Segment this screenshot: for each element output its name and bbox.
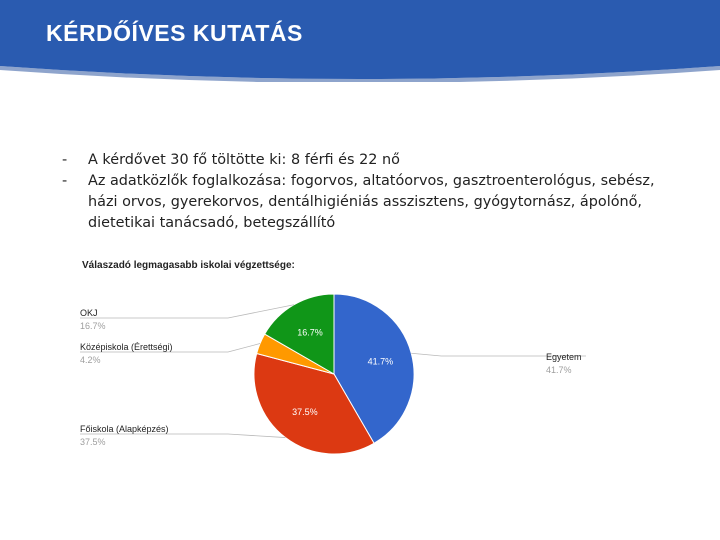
header-banner xyxy=(0,0,720,82)
bullet-list xyxy=(62,150,682,234)
slide-title: KÉRDŐÍVES KUTATÁS xyxy=(46,20,303,46)
pie-chart-svg xyxy=(78,256,618,476)
legend-label: OKJ xyxy=(80,308,98,318)
chart-title: Válaszadó legmagasabb iskolai végzettsége: xyxy=(82,260,295,271)
legend-value: 37.5% xyxy=(80,437,106,447)
legend-value: 41.7% xyxy=(546,365,572,375)
bullet-text: Az adatközlők foglalkozása: fogorvos, altatóorvos, gasztroenterológus, sebész, házi orvos, gyerekorvos, dentálhigiéniás asszisztens, gyógytornász, ápolónő, dietetikai tanácsadó, betegszállító xyxy=(88,173,655,231)
bullet-marker: - xyxy=(62,152,68,168)
legend-label: Középiskola (Érettségi) xyxy=(80,342,173,352)
leader-line xyxy=(80,434,285,438)
legend-label: Egyetem xyxy=(546,352,582,362)
legend-value: 16.7% xyxy=(80,321,106,331)
legend-value: 4.2% xyxy=(80,355,101,365)
bullet-text: A kérdővet 30 fő töltötte ki: 8 férfi és 22 nő xyxy=(88,152,400,168)
bullet-item xyxy=(62,171,682,234)
bullet-item xyxy=(62,150,682,171)
slice-label: 37.5% xyxy=(292,407,318,418)
slice-label: 16.7% xyxy=(297,327,323,338)
bullet-marker: - xyxy=(62,173,68,189)
slice-label: 41.7% xyxy=(367,356,394,367)
legend-label: Főiskola (Alapképzés) xyxy=(80,424,169,434)
leader-line xyxy=(80,305,294,318)
pie-chart xyxy=(78,256,618,476)
